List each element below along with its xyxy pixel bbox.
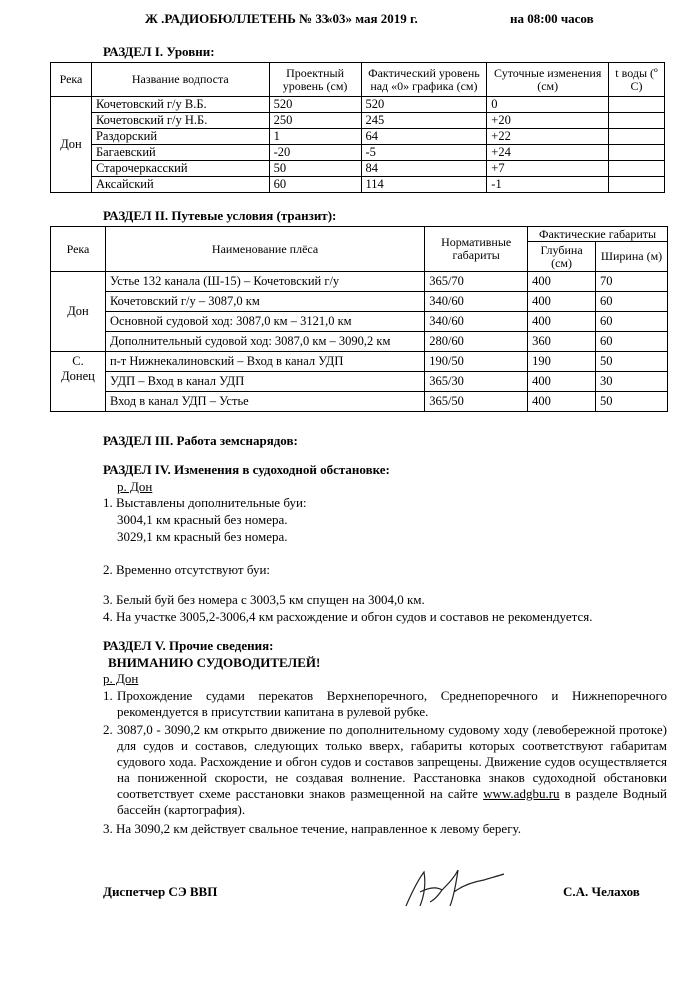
transit-cell-depth: 400 <box>528 292 596 312</box>
levels-cell-actual: -5 <box>361 145 487 161</box>
section4-item1-b: 3029,1 км красный без номера. <box>117 529 288 544</box>
levels-cell-temp <box>609 97 665 113</box>
transit-cell-name: Вход в канал УДП – Устье <box>105 392 424 412</box>
levels-cell-name: Старочеркасский <box>91 161 269 177</box>
section4-item3: 3. Белый буй без номера с 3003,5 км спущен на 3004,0 км. <box>103 592 425 607</box>
levels-cell-design: 1 <box>269 129 361 145</box>
transit-cell-width: 60 <box>596 312 668 332</box>
section5-item1-num: 1. <box>103 688 113 703</box>
transit-header-depth: Глубина (см) <box>528 242 596 272</box>
levels-cell-temp <box>609 145 665 161</box>
transit-cell-depth: 190 <box>528 352 596 372</box>
levels-cell-name: Кочетовский г/у В.Б. <box>91 97 269 113</box>
section2-title: РАЗДЕЛ II. Путевые условия (транзит): <box>103 208 337 223</box>
levels-cell-change: +24 <box>487 145 609 161</box>
levels-header-temp: t воды (º С) <box>609 63 665 97</box>
transit-cell-width: 50 <box>596 352 668 372</box>
section5-item2-text: 3087,0 - 3090,2 км открыто движение по дополнительному судовому ходу (левобережной протоке) для судов и составов, следующих только вверх, габариты которых соответствуют габаритам судового хода. Расхождение и обгон судов и составов запрещены. Движение судов осуществляется на пониженной скорости, не создавая волнение. Расстановка знаков судоходной обстановки соответствует схеме расстановки знаков размещенной на сайте <box>117 722 667 801</box>
levels-cell-name: Багаевский <box>91 145 269 161</box>
transit-header-river: Река <box>51 227 106 272</box>
bulletin-title: Ж .РАДИОБЮЛЛЕТЕНЬ № 33 <box>145 11 329 26</box>
levels-cell-change: +20 <box>487 113 609 129</box>
transit-cell-name: УДП – Вход в канал УДП <box>105 372 424 392</box>
levels-table <box>50 62 665 193</box>
transit-cell-width: 50 <box>596 392 668 412</box>
transit-cell-depth: 400 <box>528 312 596 332</box>
section1-title: РАЗДЕЛ I. Уровни: <box>103 44 215 59</box>
levels-cell-temp <box>609 113 665 129</box>
levels-cell-design: 60 <box>269 177 361 193</box>
transit-cell-norm: 365/30 <box>425 372 528 392</box>
transit-cell-width: 60 <box>596 332 668 352</box>
levels-header-design: Проектный уровень (см) <box>269 63 361 97</box>
levels-header-river: Река <box>51 63 92 97</box>
transit-cell-depth: 400 <box>528 272 596 292</box>
transit-cell-name: Дополнительный судовой ход: 3087,0 км – 3090,2 км <box>105 332 424 352</box>
section5-item2 <box>117 722 667 818</box>
levels-header-change: Суточные изменения (см) <box>487 63 609 97</box>
website-link[interactable]: www.adgbu.ru <box>483 786 560 801</box>
transit-cell-norm: 365/70 <box>425 272 528 292</box>
transit-river-donets: С. Донец <box>51 352 106 412</box>
transit-header-width: Ширина (м) <box>596 242 668 272</box>
transit-cell-name: Кочетовский г/у – 3087,0 км <box>105 292 424 312</box>
transit-cell-width: 70 <box>596 272 668 292</box>
transit-header-name: Наименование плёса <box>105 227 424 272</box>
levels-cell-design: 50 <box>269 161 361 177</box>
levels-cell-temp <box>609 161 665 177</box>
levels-cell-actual: 64 <box>361 129 487 145</box>
levels-cell-design: 520 <box>269 97 361 113</box>
levels-cell-actual: 245 <box>361 113 487 129</box>
signer-name: С.А. Челахов <box>563 884 640 899</box>
section4-item2: 2. Временно отсутствуют буи: <box>103 562 271 577</box>
transit-cell-depth: 360 <box>528 332 596 352</box>
transit-table <box>50 226 668 412</box>
transit-cell-name: п-т Нижнекалиновский – Вход в канал УДП <box>105 352 424 372</box>
signature-image <box>398 862 508 914</box>
dispatcher-label: Диспетчер СЭ ВВП <box>103 884 218 899</box>
levels-header-name: Название водпоста <box>91 63 269 97</box>
levels-cell-design: 250 <box>269 113 361 129</box>
bulletin-time: на 08:00 часов <box>510 11 594 26</box>
levels-cell-actual: 84 <box>361 161 487 177</box>
section3-title: РАЗДЕЛ III. Работа земснарядов: <box>103 433 298 448</box>
transit-cell-norm: 340/60 <box>425 312 528 332</box>
levels-cell-change: +7 <box>487 161 609 177</box>
transit-river-don: Дон <box>51 272 106 352</box>
levels-cell-change: +22 <box>487 129 609 145</box>
transit-cell-norm: 280/60 <box>425 332 528 352</box>
section5-item1: Прохождение судами перекатов Верхнепоречного, Среднепоречного и Нижнепоречного рекомендуется в присутствии капитана в рулевой рубке. <box>117 688 667 719</box>
bulletin-date: «03» мая 2019 г. <box>326 11 418 26</box>
transit-cell-depth: 400 <box>528 372 596 392</box>
section5-item2-num: 2. <box>103 722 113 737</box>
levels-cell-change: -1 <box>487 177 609 193</box>
levels-river: Дон <box>51 97 92 193</box>
section4-item4: 4. На участке 3005,2-3006,4 км расхождение и обгон судов и составов не рекомендуется. <box>103 609 593 624</box>
section4-title: РАЗДЕЛ IV. Изменения в судоходной обстановке: <box>103 462 390 477</box>
levels-cell-temp <box>609 129 665 145</box>
levels-cell-actual: 520 <box>361 97 487 113</box>
levels-cell-design: -20 <box>269 145 361 161</box>
levels-cell-change: 0 <box>487 97 609 113</box>
section4-river: р. Дон <box>117 479 153 494</box>
section5-item3: 3. На 3090,2 км действует свальное течение, направленное к левому берегу. <box>103 821 521 836</box>
levels-cell-temp <box>609 177 665 193</box>
transit-cell-norm: 340/60 <box>425 292 528 312</box>
section5-title: РАЗДЕЛ V. Прочие сведения: <box>103 638 274 653</box>
transit-header-norm: Нормативные габариты <box>425 227 528 272</box>
levels-cell-actual: 114 <box>361 177 487 193</box>
transit-cell-depth: 400 <box>528 392 596 412</box>
levels-cell-name: Раздорский <box>91 129 269 145</box>
transit-cell-norm: 190/50 <box>425 352 528 372</box>
levels-cell-name: Кочетовский г/у Н.Б. <box>91 113 269 129</box>
section5-item2-tail: в разделе Водный бассейн (картография). <box>117 786 667 817</box>
transit-cell-width: 30 <box>596 372 668 392</box>
section5-attention: ВНИМАНИЮ СУДОВОДИТЕЛЕЙ! <box>108 655 321 670</box>
section4-item1-a: 3004,1 км красный без номера. <box>117 512 288 527</box>
transit-cell-name: Основной судовой ход: 3087,0 км – 3121,0 км <box>105 312 424 332</box>
transit-cell-width: 60 <box>596 292 668 312</box>
transit-cell-norm: 365/50 <box>425 392 528 412</box>
section4-item1: 1. Выставлены дополнительные буи: <box>103 495 307 510</box>
transit-cell-name: Устье 132 канала (Ш-15) – Кочетовский г/у <box>105 272 424 292</box>
transit-header-actual: Фактические габариты <box>528 227 668 242</box>
levels-cell-name: Аксайский <box>91 177 269 193</box>
levels-header-actual: Фактический уровень над «0» графика (см) <box>361 63 487 97</box>
section5-river: р. Дон <box>103 671 139 686</box>
